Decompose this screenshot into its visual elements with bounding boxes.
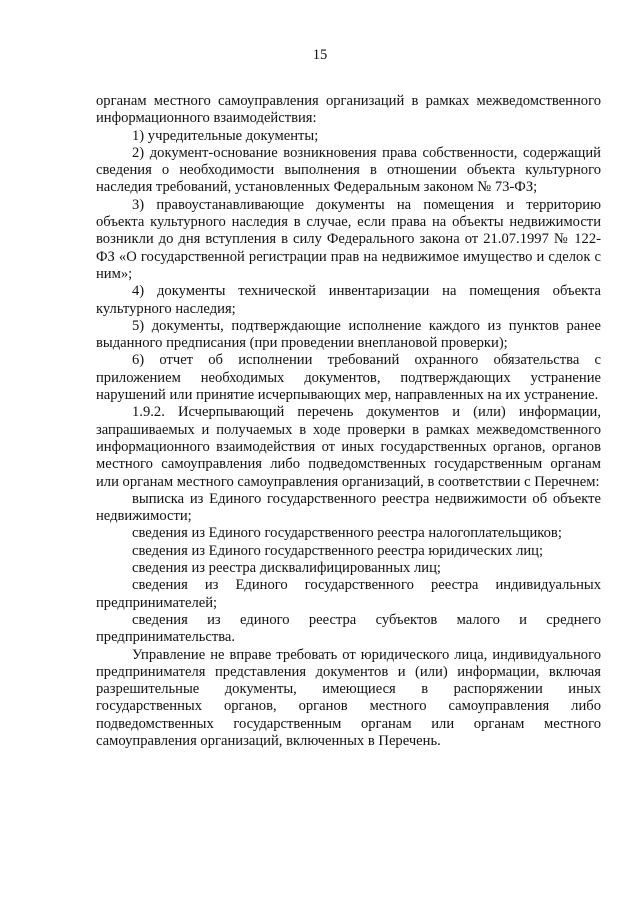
list-item-small-business: сведения из единого реестра субъектов малого и среднего предпринимательства.: [96, 611, 601, 646]
paragraph-continuation: органам местного самоуправления организаций в рамках межведомственного информационного взаимодействия:: [96, 93, 601, 127]
list-item-2: 2) документ-основание возникновения права собственности, содержащий сведения о необходимости выполнения в отношении объекта культурного наследия требований, установленных Федеральным законом № 73-ФЗ;: [96, 144, 601, 196]
list-item-4: 4) документы технической инвентаризации на помещения объекта культурного наследия;: [96, 283, 601, 317]
list-item-3: 3) правоустанавливающие документы на помещения и территорию объекта культурного наследия в случае, если права на объекты недвижимости возникли до дня вступления в силу Федерального закона от 21.07.1997 № 122-ФЗ «О государственной регистрации прав на недвижимое имущество и сделок с ним»;: [96, 196, 601, 282]
page-number: 15: [312, 47, 328, 63]
section-1-9-2: 1.9.2. Исчерпывающий перечень документов и (или) информации, запрашиваемых и получаемых в ходе проверки в рамках межведомственного информационного взаимодействия от иных государственных органов, органов местного самоуправления либо подведомственных государственным органам или органам местного самоуправления организаций, в соответствии с Перечнем:: [96, 404, 601, 490]
list-item-5: 5) документы, подтверждающие исполнение каждого из пунктов ранее выданного предписания (при проведении внеплановой проверки);: [96, 317, 601, 352]
list-item-entrepreneurs: сведения из Единого государственного реестра индивидуальных предпринимателей;: [96, 577, 601, 611]
list-item-disqualified: сведения из реестра дисквалифицированных лиц;: [132, 560, 441, 577]
paragraph-management: Управление не вправе требовать от юридического лица, индивидуального предпринимателя представления документов и (или) информации, включая разрешительные документы, имеющиеся в распоряжении иных государственных органов, органов местного самоуправления либо подведомственных государственным органам или органам местного самоуправления организаций, включенных в Перечень.: [96, 646, 601, 749]
list-item-extract-real-estate: выписка из Единого государственного реестра недвижимости об объекте недвижимости;: [96, 490, 601, 525]
list-item-6: 6) отчет об исполнении требований охранного обязательства с приложением необходимых документов, подтверждающих устранение нарушений или принятие исчерпывающих мер, направленных на их устранение.: [96, 352, 601, 404]
list-item-1: 1) учредительные документы;: [132, 127, 319, 144]
list-item-taxpayers: сведения из Единого государственного реестра налогоплательщиков;: [132, 525, 562, 542]
list-item-legal-entities: сведения из Единого государственного реестра юридических лиц;: [132, 542, 544, 559]
document-body: [96, 93, 601, 750]
